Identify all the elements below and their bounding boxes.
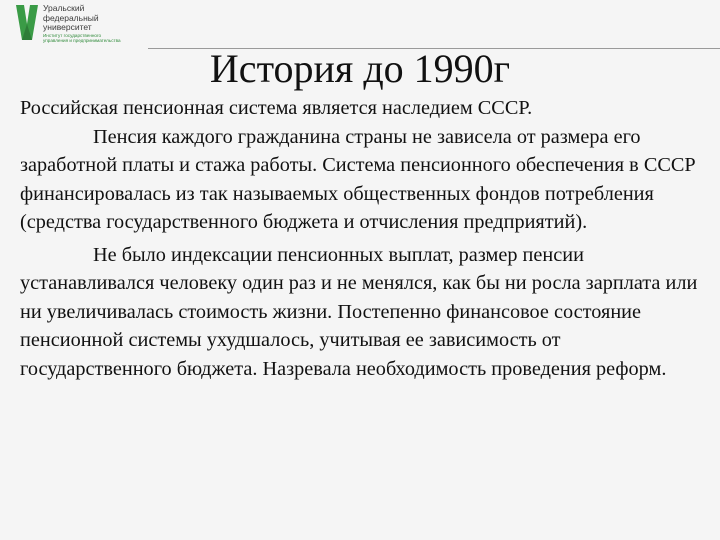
slide-title: История до 1990г <box>209 46 511 91</box>
university-emblem-icon <box>12 2 42 44</box>
body-paragraph-2: Не было индексации пенсионных выплат, размер пенсии устанавливался человеку один раз и не менялся, как бы ни росла зарплата или ни увеличивалась стоимость жизни. Постепенно финансовое состояние пенсионной системы ухудшалось, учитывая ее зависимость от государственного бюджета. Назревала необходимость проведения реформ. <box>20 243 698 380</box>
institute-name <box>43 33 121 43</box>
university-name-line: Уральский <box>43 3 85 13</box>
intro-paragraph: Российская пенсионная система является наследием СССР. <box>20 97 533 119</box>
slide-body <box>20 94 700 383</box>
institute-name-line: Институт государственного <box>43 33 102 38</box>
university-name-line: федеральный <box>43 12 99 23</box>
university-name <box>43 4 99 33</box>
university-logo <box>12 2 142 46</box>
university-name-line: университет <box>43 22 92 33</box>
institute-name-line: управления и предпринимательства <box>43 38 121 44</box>
body-paragraph-1: Пенсия каждого гражданина страны не зависела от размера его заработной платы и стажа работы. Система пенсионного обеспечения в СССР финансировалась из так называемых общественных фондов потребления (средства государственного бюджета и отчисления предприятий). <box>20 125 696 233</box>
